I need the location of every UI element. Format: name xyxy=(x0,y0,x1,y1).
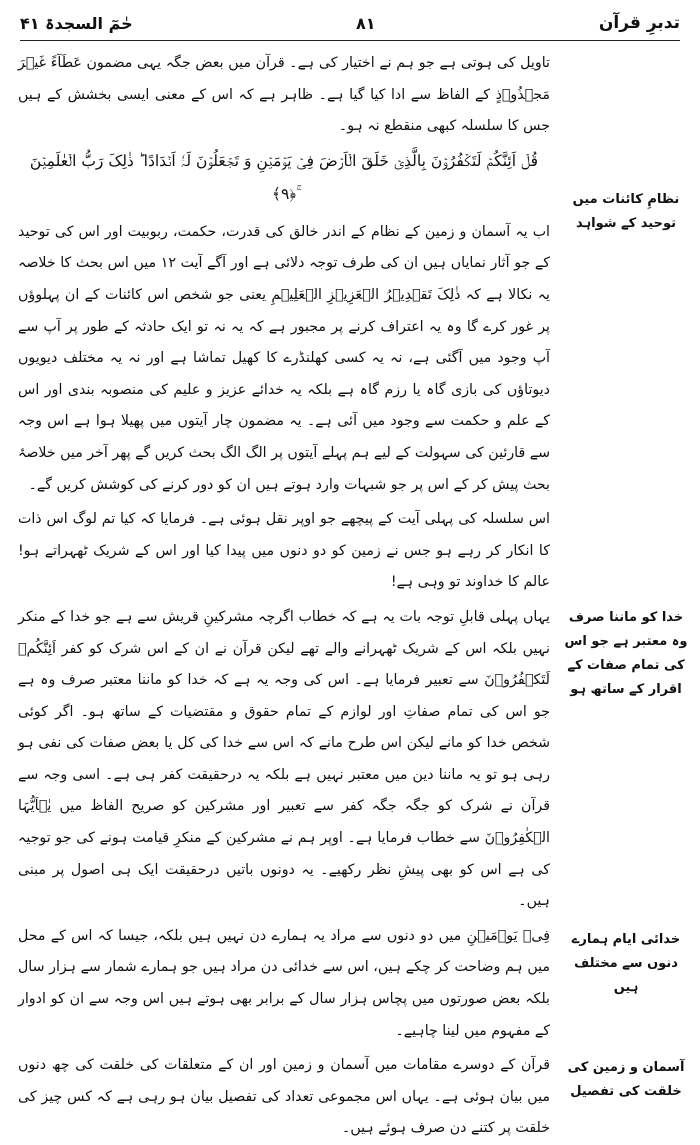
paragraph: اس سلسلہ کی پہلی آیت کے پیچھے جو اوپر نقل ہوئی ہے۔ فرمایا کہ کیا تم لوگ اس ذات کا انکار کر رہے ہو جس نے زمین کو دو دنوں میں پیدا کیا اور اس کے شریک ٹھہراتے ہو! عالم کا خداوند تو وہی ہے! xyxy=(18,511,550,591)
margin-notes xyxy=(560,48,692,1102)
margin-note: خدا کو ماننا صرف وہ معتبر ہے جو اس کی تمام صفات کے اقرار کے ساتھ ہو xyxy=(564,610,688,697)
paragraph: یہاں پہلی قابلِ توجہ بات یہ ہے کہ خطاب اگرچہ مشرکینِ قریش سے ہے جو خدا کے منکر نہیں بلکہ اس کے شریک ٹھہرانے والے تھے لیکن قرآن نے ان کے اس شرک کو کفر اَئِنَّکُمۡ لَتَکۡفُرُوۡنَ سے تعبیر فرمایا ہے۔ اس کی وجہ یہ ہے کہ خدا کو ماننا معتبر صرف وہ ہے جو اس کی تمام صفاتِ اور لوازم کے تمام حقوق و مقتضیات کے ساتھ ہو۔ اگر کوئی شخص خدا کو مانے لیکن اس طرح مانے کہ اس سے خدا کی کل یا بعض صفات کی نفی ہو رہی ہو تو یہ ماننا دین میں معتبر نہیں ہے بلکہ یہ درحقیقت کفر ہی ہے۔ اسی وجہ سے قرآن نے شرک کو جگہ جگہ کفر سے تعبیر اور مشرکین کو صریح الفاظ میں یٰۤاَیُّہَا الۡکٰفِرُوۡنَ سے خطاب فرمایا ہے۔ اوپر ہم نے مشرکین کے منکرِ قیامت ہونے کی جو توجیہ کی ہے اس کو بھی پیشِ نظر رکھیے۔ یہ دونوں باتیں درحقیقت ایک ہی اصول پر مبنی ہیں۔ xyxy=(18,608,550,910)
page-number: ۸۱ xyxy=(356,13,376,33)
paragraph: تاویل کی ہوتی ہے جو ہم نے اختیار کی ہے۔ قرآن میں بعض جگہ یہی مضمون عَطَآءً غَیۡرَ مَجۡذُوۡذٍ کے الفاظ سے ادا کیا گیا ہے۔ ظاہر ہے کہ اس کے معنی ایسی بخشش کے ہیں جس کا سلسلہ کبھی منقطع نہ ہو۔ xyxy=(18,55,550,135)
surah-name: حٰمٓ السجدۃ ۴۱ xyxy=(20,13,133,33)
main-text xyxy=(18,48,550,1137)
paragraph: فِیۡ یَوۡمَیۡنِ میں دو دنوں سے مراد یہ ہمارے دن نہیں ہیں بلکہ، جیسا کہ اس کے محل میں ہم وضاحت کر چکے ہیں، اس سے خدائی دن مراد ہیں جو ہمارے شمار سے ہزار سال بلکہ بعض صورتوں میں پچاس ہزار سال کے برابر بھی ہوتے ہیں اس وجہ سے ان کو ادوار کے مفہوم میں لینا چاہیے۔ xyxy=(18,927,550,1039)
paragraph: قرآن کے دوسرے مقامات میں آسمان و زمین اور ان کے متعلقات کی خلقت کی چھ دنوں میں بیان ہوئی ہے۔ یہاں اس مجموعی تعداد کی تفصیل بیان ہو رہی ہے کہ کس چیز کی خلقت پر کتنے دن صرف ہوئے ہیں۔ xyxy=(18,1057,550,1137)
margin-note: خدائی ایام ہمارے دنوں سے مختلف ہیں xyxy=(571,932,681,995)
book-title: تدبرِ قرآن xyxy=(598,13,680,33)
page-header xyxy=(20,6,680,41)
paragraph: اب یہ آسمان و زمین کے نظام کے اندر خالق کی قدرت، حکمت، ربوبیت اور اس کی توحید کے جو آثار نمایاں ہیں ان کی طرف توجہ دلائی ہے اور آگے آیت ۱۲ میں اس بحث کا خلاصہ یہ نکالا ہے کہ ذٰلِکَ تَقۡدِیۡرُ الۡعَزِیۡزِ الۡعَلِیۡمِ یعنی جو شخص اس کائنات کے ان پہلوؤں پر غور کرے گا وہ یہ اعتراف کرنے پر مجبور ہے کہ یہ نہ تو ایک حادثہ کے طور پر آپ سے آپ وجود میں آگئی ہے، نہ یہ کسی کھلنڈرے کا کھیل تماشا ہے اور نہ یہ مختلف دیویوں دیوتاؤں کی بازی گاہ یا رزم گاہ ہے بلکہ یہ خدائے عزیز و علیم کی منصوبہ بندی اور اس کے علم و حکمت سے وجود میں آئی ہے۔ یہ مضمون چار آیتوں میں پھیلا ہوا ہے اس وجہ سے قارئین کی سہولت کے لیے ہم پہلے آیتوں پر الگ الگ بحث کریں گے پھر آخر میں خلاصۂ بحث پیش کر کے اس پر جو شبہات وارد ہوتے ہیں ان کو دور کرنے کی کوشش کریں گے۔ xyxy=(18,223,550,493)
margin-note: نظامِ کائنات میں توحید کے شواہد xyxy=(572,192,680,231)
quran-verse: قُلۡ اَئِنَّکُمۡ لَتَکۡفُرُوۡنَ بِالَّذِیۡ خَلَقَ الۡاَرۡضَ فِیۡ یَوۡمَیۡنِ وَ تَجۡعَلُوۡنَ لَہٗۤ اَنۡدَادًا ؕ ذٰلِکَ رَبُّ الۡعٰلَمِیۡنَ ۚ﴿۹﴾ xyxy=(29,151,539,203)
margin-note: آسمان و زمین کی خلقت کی تفصیل xyxy=(567,1060,685,1099)
